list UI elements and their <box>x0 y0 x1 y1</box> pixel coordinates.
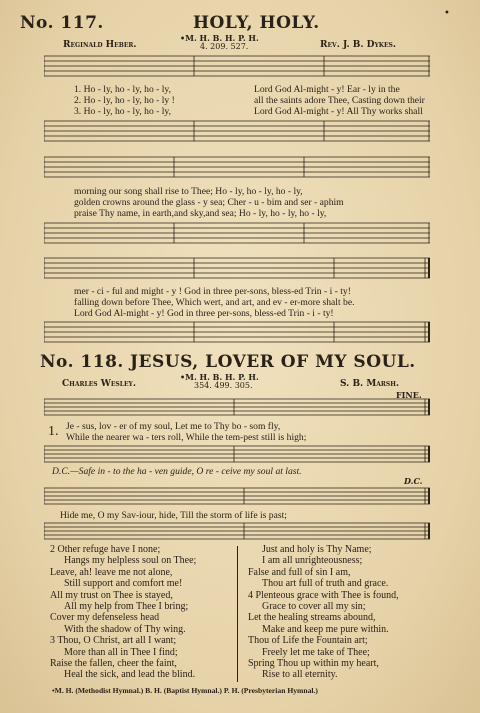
verse-line: Heal the sick, and lead the blind. <box>64 669 196 681</box>
verse-line: Let the healing streams abound, <box>248 612 376 624</box>
verse-line: I am all unrighteousness; <box>262 555 363 567</box>
hymn-118-lyrics-1: Je - sus, lov - er of my soul, Let me to Thy bo - som fly, While the nearer wa - ters roll, While the tem-pest still is high; <box>66 421 307 443</box>
hymn-117-lyrics-2: morning our song shall rise to Thee; Ho - ly, ho - ly, ho - ly, golden crowns around the glass - y sea; Cher - u - bim and ser - aphim praise Thy name, in earth,and sky,and sea; Ho - ly, ho - ly, ho - ly, <box>74 186 344 219</box>
verse-line: 3 Thou, O Christ, art all I want; <box>50 635 177 647</box>
hymn-118-lyrics-2: Hide me, O my Sav-iour, hide, Till the storm of life is past; <box>60 510 287 521</box>
verse-line: Freely let me take of Thee; <box>262 646 370 658</box>
verse-line: Hangs my helpless soul on Thee; <box>64 555 197 567</box>
verses-right-column <box>248 544 399 681</box>
hymn-117-lyrics-1b: Lord God Al-might - y! Ear - ly in the all the saints adore Thee, Casting down their Lord God Al-might - y! All Thy works shall <box>254 84 425 117</box>
verse-column-divider <box>237 546 238 682</box>
verse-line: Thou of Life the Fountain art; <box>248 635 368 647</box>
verse-line: Raise the fallen, cheer the faint, <box>50 658 177 670</box>
staff-117-bass-1 <box>44 117 430 147</box>
verse-line: Leave, ah! leave me not alone, <box>50 566 173 578</box>
hymn-118-number: No. 118. <box>40 352 124 372</box>
verse-line: Spring Thou up within my heart, <box>248 658 379 670</box>
hymn-117-title: HOLY, HOLY. <box>193 13 320 33</box>
hymn-117-lyrics-1a: 1. Ho - ly, ho - ly, ho - ly, 2. Ho - ly, ho - ly, ho - ly ! 3. Ho - ly, ho - ly, ho - ly, <box>74 84 175 117</box>
verse-line: All my help from Thee I bring; <box>64 601 189 613</box>
verse-line: Cover my defenseless head <box>50 612 160 624</box>
verse-line: 4 Plenteous grace with Thee is found, <box>248 589 399 601</box>
staff-118-treble-2 <box>44 486 430 510</box>
hymn-118-verse-number: 1. <box>48 424 59 439</box>
hymn-117-composer: Rev. J. B. Dykes. <box>320 40 397 50</box>
hymn-117-index-numbers: 4. 209. 527. <box>200 42 249 51</box>
hymn-118-index-numbers: 354. 499. 305. <box>194 381 253 390</box>
verse-line: Just and holy is Thy Name; <box>262 544 372 555</box>
staff-117-bass-2 <box>44 219 430 249</box>
hymn-118-index-labels: •M. H. B. H. P. H. <box>180 372 259 382</box>
verses-left-column <box>50 544 196 681</box>
staff-118-bass-2 <box>44 521 430 545</box>
hymn-118-composer: S. B. Marsh. <box>340 379 400 389</box>
verse-line: Make and keep me pure within. <box>262 623 389 635</box>
hymn-118-author: Charles Wesley. <box>62 379 136 389</box>
page-mark: • <box>444 8 450 19</box>
hymn-117-lyrics-3: mer - ci - ful and might - y ! God in three per-sons, bless-ed Trin - i - ty! falling down before Thee, Which wert, and art, and ev - er-more shalt be. Lord God Al-might - y! God in three per-sons, bless-ed Trin - i - ty! <box>74 286 355 319</box>
hymn-118-dc-line: D.C.—Safe in - to the ha - ven guide, O re - ceive my soul at last. <box>52 466 302 477</box>
hymn-117-number: No. 117. <box>20 13 104 33</box>
staff-117-treble-3 <box>44 254 430 284</box>
staff-117-treble-1 <box>44 52 430 82</box>
hymn-117-index-labels: •M. H. B. H. P. H. <box>180 33 259 43</box>
verse-line: More than all in Thee I find; <box>64 646 178 658</box>
staff-118-treble-1 <box>44 397 430 421</box>
footer-legend: •M. H. (Methodist Hymnal.) B. H. (Baptist Hymnal.) P. H. (Presbyterian Hymnal.) <box>52 686 318 695</box>
verse-line: Grace to cover all my sin; <box>262 601 366 613</box>
verse-line: Rise to all eternity. <box>262 669 338 681</box>
verse-line: All my trust on Thee is stayed, <box>50 589 173 601</box>
fine-mark: FINE. <box>396 390 422 400</box>
verse-line: With the shadow of Thy wing. <box>64 623 186 635</box>
verse-line: 2 Other refuge have I none; <box>50 544 161 555</box>
dc-mark: D.C. <box>404 476 423 486</box>
staff-117-treble-2 <box>44 153 430 183</box>
hymn-118-title: JESUS, LOVER OF MY SOUL. <box>130 352 416 372</box>
verse-line: False and full of sin I am, <box>248 566 351 578</box>
verse-line: Thou art full of truth and grace. <box>262 578 389 590</box>
verse-line: Still support and comfort me! <box>64 578 183 590</box>
staff-118-bass-1 <box>44 444 430 468</box>
hymn-117-author: Reginald Heber. <box>63 40 137 50</box>
staff-117-bass-3 <box>44 318 430 348</box>
